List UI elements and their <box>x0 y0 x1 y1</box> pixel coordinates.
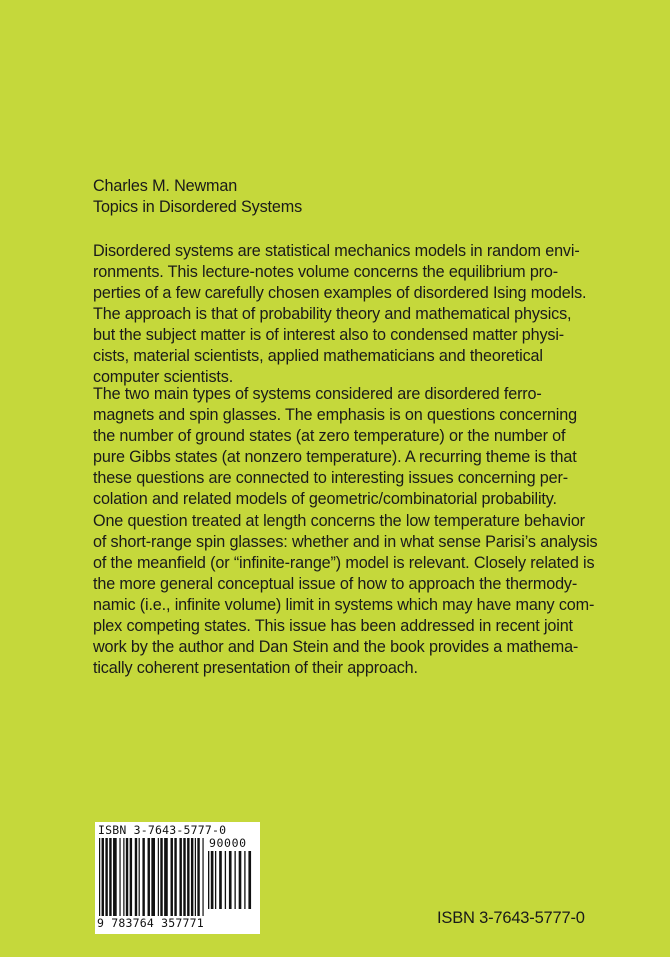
barcode-bar <box>105 838 107 916</box>
barcode-bar <box>229 851 232 909</box>
barcode-isbn-label: ISBN 3-7643-5777-0 <box>98 823 227 837</box>
description-paragraph-1: Disordered systems are statistical mechanics models in random envi- ronments. This lecture-notes volume concerns the equilibrium pro- perties of a few carefully chosen examples of disordered Ising models. The approach is that of probability theory and mathematical physics, but the subject matter is of interest also to condensed matter physi- cists, material scientists, applied mathematicians and theoretical computer scientists. <box>93 242 587 386</box>
author-name: Charles M. Newman <box>93 177 238 195</box>
barcode-bar <box>248 851 251 909</box>
barcode-bar <box>130 838 132 916</box>
barcode-bar <box>179 838 181 916</box>
description-paragraph-3: One question treated at length concerns the low temperature behavior of short-range spin glasses: whether and in what sense Parisi’s analysis of the meanfield (or “infinite-range”) model is relevant. Closely related is the more general conceptual issue of how to approach the thermody- namic (i.e., infinite volume) limit in systems which may have many com- plex competing states. This issue has been addressed in recent joint work by the author and Dan Stein and the book provides a mathema- tically coherent presentation of their approach. <box>93 512 598 677</box>
barcode-bar <box>119 838 120 916</box>
barcode-bar <box>225 851 226 909</box>
barcode-bar <box>174 838 176 916</box>
barcode-bar <box>187 838 189 916</box>
barcode-bar <box>239 851 242 909</box>
barcode-bar <box>160 838 162 916</box>
barcode-bar <box>197 838 199 916</box>
author-title-block <box>93 176 603 218</box>
barcode-bar <box>126 838 128 916</box>
barcode-addon-number: 90000 <box>209 836 247 850</box>
barcode-bar <box>202 838 203 916</box>
barcode-panel <box>95 822 260 934</box>
barcode-ean-number: 9 783764 357771 <box>97 916 204 930</box>
barcode-bar <box>234 851 235 909</box>
barcode-bar <box>99 838 100 916</box>
barcode-bar <box>171 838 173 916</box>
barcode-bar <box>102 838 104 916</box>
isbn-footer: ISBN 3-7643-5777-0 <box>437 909 585 927</box>
barcode-bar <box>215 851 216 909</box>
barcode-bar <box>139 838 140 916</box>
description-paragraph-2: The two main types of systems considered are disordered ferro- magnets and spin glasses. The emphasis is on questions concerning the number of ground states (at zero temperature) or the number of pure Gibbs states (at nonzero temperature). A recurring theme is that these questions are connected to interesting issues concerning per- colation and related models of geometric/combinatorial probability. <box>93 385 577 508</box>
barcode-bar <box>219 851 222 909</box>
barcode-bar <box>191 838 193 916</box>
barcode-bar <box>109 838 111 916</box>
barcode-bar <box>208 851 209 909</box>
barcode-bar <box>142 838 144 916</box>
book-title: Topics in Disordered Systems <box>93 198 303 216</box>
barcode-bar <box>195 838 196 916</box>
barcode-bar <box>211 851 214 909</box>
barcode-bar <box>183 838 185 916</box>
barcode-bar <box>135 838 137 916</box>
barcode-bar <box>151 838 155 916</box>
barcode-bar <box>244 851 245 909</box>
ean-barcode-bars <box>99 838 205 918</box>
barcode-bar <box>158 838 159 916</box>
addon-barcode-bars <box>208 851 256 911</box>
barcode-bar <box>164 838 168 916</box>
barcode-bar <box>113 838 117 916</box>
barcode-bar <box>148 838 150 916</box>
barcode-bar <box>123 838 124 916</box>
